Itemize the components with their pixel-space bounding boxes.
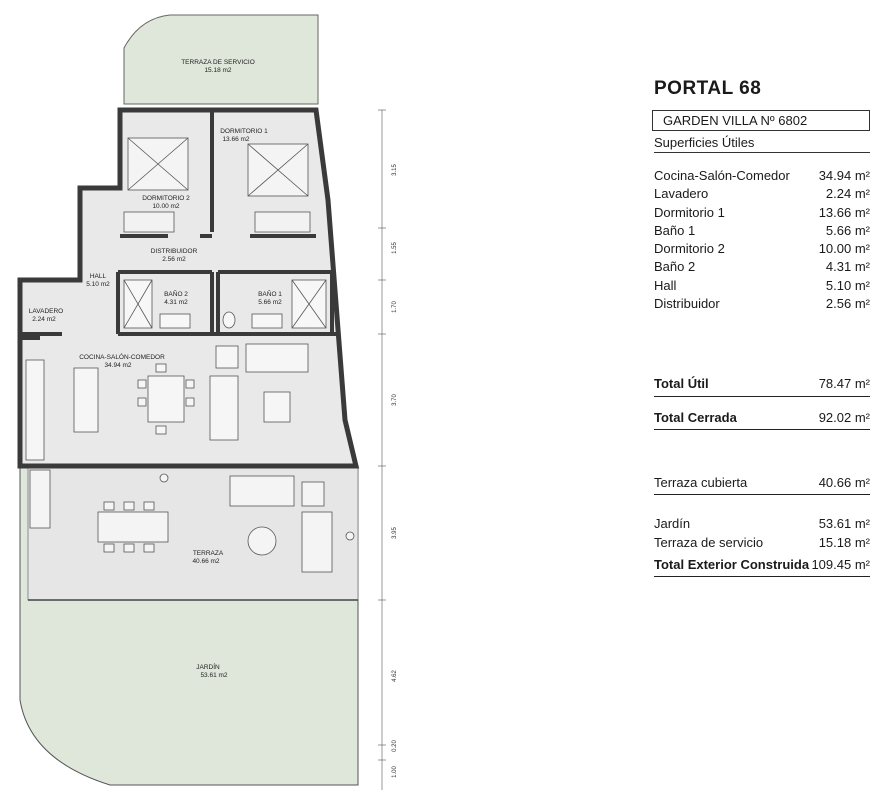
room-name: COCINA-SALÓN-COMEDOR: [79, 354, 165, 361]
room-name: DISTRIBUIDOR: [150, 248, 198, 255]
room-area-list: [652, 167, 870, 313]
room-area: 34.94 m2: [104, 362, 132, 369]
list-item: Distribuidor 2.56 m²: [654, 296, 870, 312]
room-area: 2.24 m2: [32, 316, 56, 323]
bed-dormitorio-2: [128, 138, 188, 190]
list-item: Hall 5.10 m²: [654, 277, 870, 293]
total-util-row: Total Útil 78.47 m²: [654, 375, 870, 396]
dimension-label: 3.15: [392, 164, 398, 176]
list-item: Cocina-Salón-Comedor 34.94 m²: [654, 168, 870, 183]
list-item: Baño 2 4.31 m²: [654, 259, 870, 275]
unit-name: GARDEN VILLA Nº 6802: [652, 110, 870, 131]
room-name: TERRAZA DE SERVICIO: [181, 59, 255, 66]
room-name: BAÑO 2: [164, 291, 188, 298]
page-title: PORTAL 68: [654, 78, 762, 99]
dimension-label: 4.62: [392, 670, 398, 682]
terraza-servicio-row: Terraza de servicio 15.18 m²: [654, 534, 870, 550]
room-area: 40.66 m2: [192, 558, 220, 565]
dimension-label: 3.70: [392, 394, 398, 406]
room-area: 4.31 m2: [164, 299, 188, 306]
dimension-label: 1.55: [392, 242, 398, 254]
room-name: JARDÍN: [196, 664, 220, 671]
room-name: DORMITORIO 1: [220, 128, 268, 135]
list-item: Lavadero 2.24 m²: [654, 186, 870, 202]
wardrobe: [255, 212, 310, 232]
wardrobe: [124, 212, 174, 232]
room-area: 13.66 m2: [222, 136, 250, 143]
section-heading: Superficies Útiles: [654, 135, 870, 153]
dimension-line: [378, 110, 386, 790]
room-name: HALL: [89, 273, 107, 280]
room-area: 10.00 m2: [152, 203, 180, 210]
list-item: Dormitorio 2 10.00 m²: [654, 241, 870, 257]
room-area: 2.56 m2: [162, 256, 186, 263]
dimension-label: 1.00: [392, 766, 398, 778]
room-name: BAÑO 1: [258, 291, 282, 298]
room-area: 53.61 m2: [200, 672, 228, 679]
total-cerrada-row: Total Cerrada 92.02 m²: [654, 409, 870, 430]
room-area: 5.10 m2: [86, 281, 110, 288]
room-area: 5.66 m2: [258, 299, 282, 306]
room-area: 15.18 m2: [204, 67, 232, 74]
room-name: TERRAZA: [192, 550, 224, 557]
area-schedule: [652, 78, 870, 577]
dimension-label: 0.20: [392, 740, 398, 752]
room-name: DORMITORIO 2: [142, 195, 190, 202]
floor-plan: [0, 0, 420, 800]
bed-dormitorio-1: [248, 144, 308, 196]
jardin-row: Jardín 53.61 m²: [654, 516, 870, 532]
dimension-label: 3.95: [392, 527, 398, 539]
list-item: Dormitorio 1 13.66 m²: [654, 204, 870, 220]
dimension-label: 1.70: [392, 301, 398, 313]
room-name: LAVADERO: [28, 308, 64, 315]
list-item: Baño 1 5.66 m²: [654, 222, 870, 238]
total-exterior-row: Total Exterior Construida 109.45 m²: [654, 556, 870, 577]
terraza-cubierta-row: Terraza cubierta 40.66 m²: [654, 474, 870, 495]
